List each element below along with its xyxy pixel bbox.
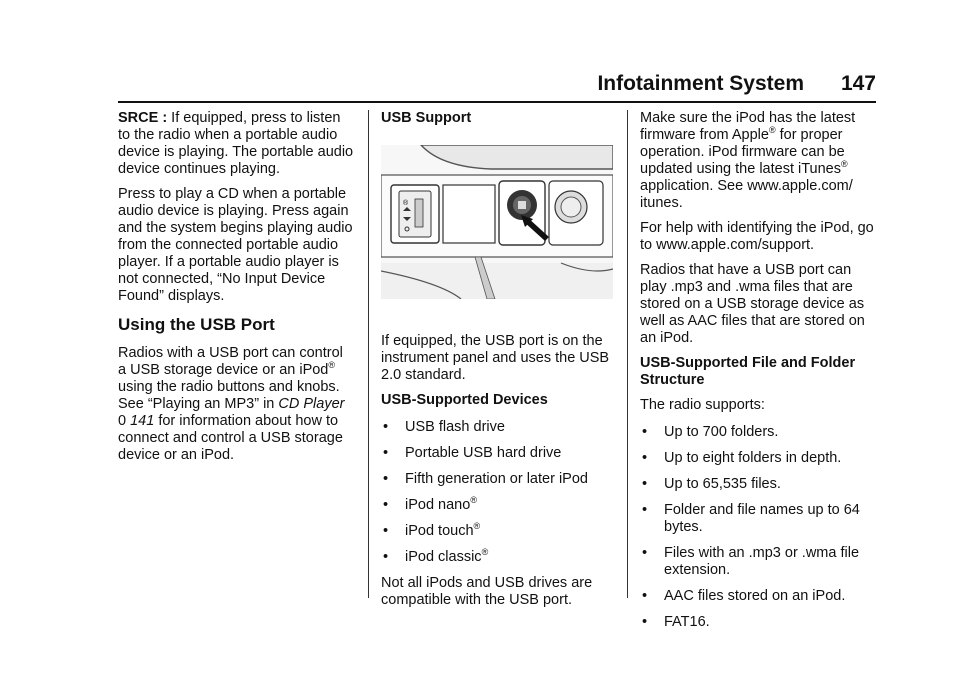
list-item: • iPod touch® xyxy=(383,521,481,539)
usb-port-illustration xyxy=(381,145,613,299)
srce-text: If equipped, press to listen to the radio when a portable audio device is playing. The portable audio device continues playing. xyxy=(118,110,354,177)
registered-mark: ® xyxy=(473,521,481,532)
page-header xyxy=(0,70,960,100)
list-item: • Files with an .mp3 or .wma file extension. xyxy=(642,545,860,578)
help-paragraph: For help with identifying the iPod, go to www.apple.com/support. xyxy=(640,220,874,253)
usb-paragraph: Radios with a USB port can control a USB storage device or an iPod® using the radio buttons and knobs. See “Playing an MP3” in CD Player 0 141 for information about how to connect and control a USB storage device or an iPod. xyxy=(118,345,345,463)
srce-term: SRCE : xyxy=(118,110,168,126)
column-2 xyxy=(381,110,615,617)
usb-heading: Using the USB Port xyxy=(118,315,275,334)
page-ref-link[interactable]: 141 xyxy=(126,413,155,429)
list-item: • USB flash drive xyxy=(383,419,505,435)
list-item: • Up to 700 folders. xyxy=(642,424,779,440)
column-3 xyxy=(640,110,876,640)
structure-heading: USB-Supported File and Folder Structure xyxy=(640,355,856,388)
file-types-paragraph: Radios that have a USB port can play .mp3 and .wma files that are stored on a USB storage device as well as AAC files that are stored on an iPod. xyxy=(640,262,865,346)
cd-paragraph: Press to play a CD when a portable audio device is playing. Press again and the system begins playing audio from the connected portable audio player. If a portable audio player is not connected, “No Input Device Found” displays. xyxy=(118,186,353,304)
srce-paragraph xyxy=(118,110,354,178)
list-item: • Portable USB hard drive xyxy=(383,445,562,461)
list-item: • iPod classic® xyxy=(383,547,489,565)
column-1 xyxy=(118,110,354,472)
registered-mark: ® xyxy=(470,495,477,506)
supports-intro: The radio supports: xyxy=(640,397,765,413)
usb-port-location: If equipped, the USB port is on the instrument panel and uses the USB 2.0 standard. xyxy=(381,333,610,383)
instrument-panel-drawing xyxy=(381,145,613,299)
list-item: • iPod nano® xyxy=(383,495,477,513)
firmware-paragraph: Make sure the iPod has the latest firmware from Apple® for proper operation. iPod firmware can be updated using the latest iTunes® application. See www.apple.com/ itunes. xyxy=(640,110,856,211)
compatibility-note: Not all iPods and USB drives are compatible with the USB port. xyxy=(381,575,593,608)
section-title: Infotainment System xyxy=(597,72,804,95)
svg-text:®: ® xyxy=(403,200,409,207)
list-item: • Folder and file names up to 64 bytes. xyxy=(642,502,860,535)
column-divider-1 xyxy=(368,110,369,598)
header-rule xyxy=(118,101,876,103)
registered-mark: ® xyxy=(768,125,776,136)
list-item: • Up to eight folders in depth. xyxy=(642,450,842,466)
registered-mark: ® xyxy=(328,360,336,371)
usb-support-heading: USB Support xyxy=(381,110,472,126)
devices-heading: USB-Supported Devices xyxy=(381,392,548,408)
column-divider-2 xyxy=(627,110,628,598)
list-item: • Fifth generation or later iPod xyxy=(383,471,588,487)
list-item: • AAC files stored on an iPod. xyxy=(642,588,846,604)
list-item: • FAT16. xyxy=(642,614,710,630)
registered-mark: ® xyxy=(841,159,848,170)
registered-mark: ® xyxy=(481,547,489,558)
page-number: 147 xyxy=(840,72,876,95)
page-ref-icon: 0 xyxy=(118,413,127,429)
cd-player-link[interactable]: CD Player xyxy=(278,396,345,412)
list-item: • Up to 65,535 files. xyxy=(642,476,781,492)
